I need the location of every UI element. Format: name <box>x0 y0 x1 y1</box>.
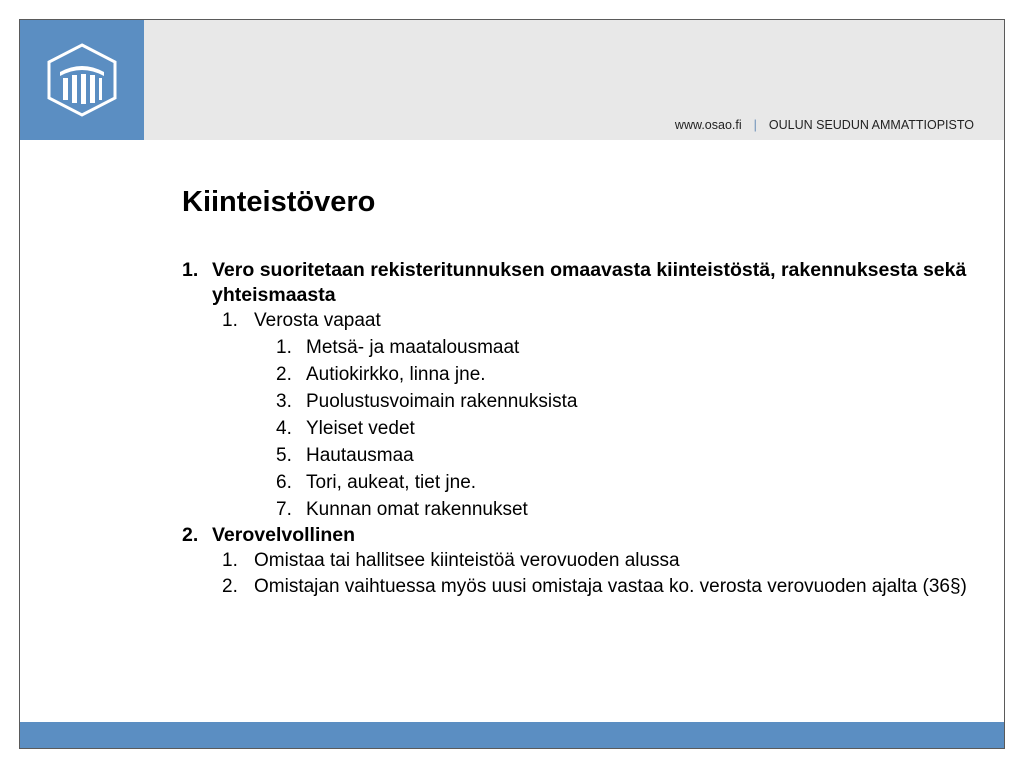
item-number: 2. <box>276 364 292 385</box>
item-number: 1. <box>276 337 292 358</box>
header-separator: | <box>753 118 757 132</box>
list-item <box>182 523 982 548</box>
item-text: Kunnan omat rakennukset <box>306 499 528 520</box>
item-text: Verovelvollinen <box>212 524 356 546</box>
item-number: 2. <box>222 576 238 597</box>
item-number: 2. <box>182 524 199 546</box>
website-link[interactable]: www.osao.fi <box>674 118 742 132</box>
item-text: Omistaa tai hallitsee kiinteistöä verovuoden alussa <box>254 550 680 571</box>
logo-panel <box>20 20 144 140</box>
list-item <box>182 496 982 523</box>
building-columns-icon <box>44 42 120 118</box>
slide-content <box>182 258 982 600</box>
list-item <box>182 574 982 600</box>
item-number: 6. <box>276 472 292 493</box>
list-item <box>182 469 982 496</box>
list-item <box>182 548 982 574</box>
list-item <box>182 308 982 334</box>
item-number: 1. <box>182 259 199 281</box>
list-item <box>182 361 982 388</box>
item-number: 1. <box>222 550 238 571</box>
item-number: 7. <box>276 499 292 520</box>
list-item <box>182 388 982 415</box>
item-number: 1. <box>222 310 238 331</box>
item-text: Autiokirkko, linna jne. <box>306 364 486 385</box>
header-text <box>675 118 974 132</box>
slide <box>20 20 1004 748</box>
item-number: 4. <box>276 418 292 439</box>
item-text: Yleiset vedet <box>306 418 415 439</box>
item-text: Metsä- ja maatalousmaat <box>306 337 520 358</box>
list-item <box>182 258 982 308</box>
slide-title: Kiinteistövero <box>182 186 376 218</box>
header-band <box>144 20 1004 140</box>
item-text: Puolustusvoimain rakennuksista <box>306 391 578 412</box>
item-number: 5. <box>276 445 292 466</box>
footer-band <box>20 722 1004 748</box>
item-text: Omistajan vaihtuessa myös uusi omistaja vastaa ko. verosta verovuoden ajalta (36§) <box>254 576 967 597</box>
item-text: Vero suoritetaan rekisteritunnuksen omaavasta kiinteistöstä, rakennuksesta sekä yhteismaasta <box>212 259 967 306</box>
item-number: 3. <box>276 391 292 412</box>
list-item <box>182 334 982 361</box>
item-text: Tori, aukeat, tiet jne. <box>306 472 477 493</box>
item-text: Hautausmaa <box>306 445 414 466</box>
organization-name: OULUN SEUDUN AMMATTIOPISTO <box>768 118 974 132</box>
list-item <box>182 415 982 442</box>
item-text: Verosta vapaat <box>254 310 381 331</box>
list-item <box>182 442 982 469</box>
